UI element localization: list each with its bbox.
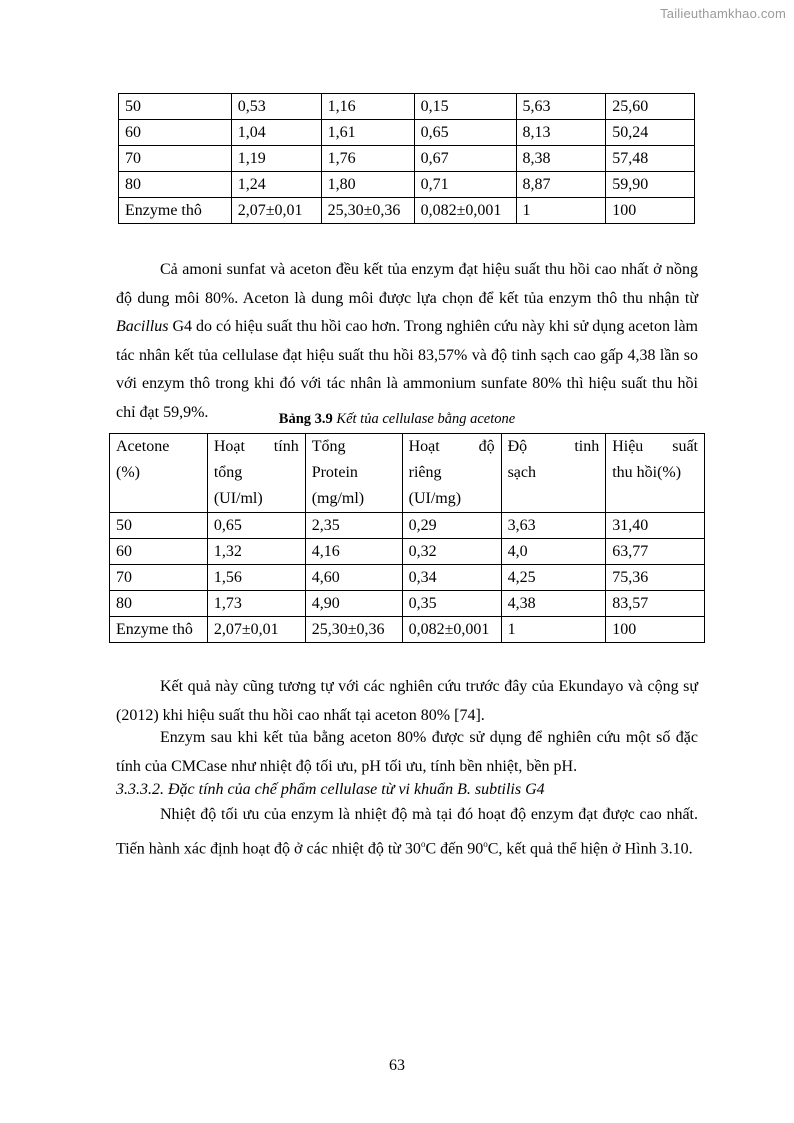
table-cell: 1,04 [231,120,321,146]
table-row [119,146,695,172]
table-cell: 1,61 [321,120,414,146]
table-cell: 1,73 [207,591,305,617]
header-recovery-yield: Hiệu suất thu hồi(%) [606,434,705,513]
header-specific-activity: Hoạt độ riêng (UI/mg) [402,434,501,513]
table-cell: 0,71 [414,172,516,198]
header-purity: Độ tinh sạch [501,434,606,513]
table-cell: 75,36 [606,565,705,591]
table-row [110,565,705,591]
table-cell: 60 [119,120,232,146]
table-cell: 2,07±0,01 [231,198,321,224]
table-cell: 80 [119,172,232,198]
table-cell: 70 [119,146,232,172]
paragraph-acetone-selection: Cả amoni sunfat và aceton đều kết tủa enzym đạt hiệu suất thu hồi cao nhất ở nồng độ dung môi 80%. Aceton là dung môi được lựa chọn để kết tủa enzym thô thu nhận từ Bacillus G4 do có hiệu suất thu hồi cao hơn. Trong nghiên cứu này khi sử dụng aceton làm tác nhân kết tủa cellulase đạt hiệu suất thu hồi 83,57% và độ tinh sạch cao gấp 4,38 lần so với enzym thô trong khi đó với tác nhân là ammonium sunfate 80% thì hiệu suất thu hồi chỉ đạt 59,9%. [116,261,698,421]
table-cell: 0,082±0,001 [414,198,516,224]
table-cell: 25,30±0,36 [321,198,414,224]
table-cell: 50 [110,513,208,539]
table-cell: 80 [110,591,208,617]
table-cell: 83,57 [606,591,705,617]
table-row [119,94,695,120]
table-cell: 1 [516,198,606,224]
table-cell: 0,67 [414,146,516,172]
section-subheading: 3.3.3.2. Đặc tính của chế phẩm cellulase từ vi khuẩn B. subtilis G4 [116,781,545,798]
table-cell: 0,35 [402,591,501,617]
paragraph-ekundayo-comparison: Kết quả này cũng tương tự với các nghiên cứu trước đây của Ekundayo và cộng sự (2012) khi hiệu suất thu hồi cao nhất tại aceton 80% [74]. [116,678,698,724]
paragraph-cmcase-properties: Enzym sau khi kết tủa bằng aceton 80% được sử dụng để nghiên cứu một số đặc tính của CMCase như nhiệt độ tối ưu, pH tối ưu, tính bền nhiệt, bền pH. [116,729,698,775]
header-acetone: Acetone (%) [110,434,208,513]
header-total-activity: Hoạt tính tổng (UI/ml) [207,434,305,513]
table-cell: 1,32 [207,539,305,565]
table-cell: 0,32 [402,539,501,565]
table-cell: 4,90 [305,591,402,617]
paragraph-optimal-temperature: Nhiệt độ tối ưu của enzym là nhiệt độ mà tại đó hoạt độ enzym đạt được cao nhất. Tiến hành xác định hoạt độ ở các nhiệt độ từ 30$^o$C đến 90$^o$C, kết quả thể hiện ở Hình 3.10. [116,806,698,857]
table-row [110,513,705,539]
table-cell: 8,13 [516,120,606,146]
table-cell: 0,15 [414,94,516,120]
table-cell: 50 [119,94,232,120]
table-previous-continued [118,93,695,224]
table-cell: 31,40 [606,513,705,539]
table-row [119,198,695,224]
table-cell: 59,90 [606,172,695,198]
table-cell: 0,34 [402,565,501,591]
table-cell: 25,60 [606,94,695,120]
table-cell: 100 [606,617,705,643]
table-header-row [110,434,705,513]
table-cell: 5,63 [516,94,606,120]
table-row [119,120,695,146]
table-cell: 2,07±0,01 [207,617,305,643]
header-total-protein: Tổng Protein (mg/ml) [305,434,402,513]
table-cell: 70 [110,565,208,591]
table-cell: 1,76 [321,146,414,172]
table-3-9 [109,433,705,643]
table-cell: 0,082±0,001 [402,617,501,643]
table-row [110,617,705,643]
page-number: 63 [389,1057,405,1074]
table-cell: 8,38 [516,146,606,172]
table-cell: 50,24 [606,120,695,146]
table-cell: 4,16 [305,539,402,565]
table-cell: 1,56 [207,565,305,591]
table-cell: 100 [606,198,695,224]
table-cell: 2,35 [305,513,402,539]
table-cell: 0,29 [402,513,501,539]
table-cell: Enzyme thô [110,617,208,643]
table-cell: 1 [501,617,606,643]
table-cell: 25,30±0,36 [305,617,402,643]
table-cell: 1,19 [231,146,321,172]
table-cell: 1,16 [321,94,414,120]
table-cell: 4,60 [305,565,402,591]
table-row [110,591,705,617]
table-cell: 57,48 [606,146,695,172]
table-cell: 0,65 [207,513,305,539]
table-row [119,172,695,198]
table-cell: 1,24 [231,172,321,198]
table-cell: 8,87 [516,172,606,198]
table-caption: Bảng 3.9 Kết tủa cellulase bằng acetone [278,411,516,427]
table-cell: 3,63 [501,513,606,539]
table-cell: 4,25 [501,565,606,591]
table-cell: 0,53 [231,94,321,120]
table-cell: 4,0 [501,539,606,565]
table-cell: 0,65 [414,120,516,146]
watermark: Tailieuthamkhao.com [660,6,786,21]
table-cell: 4,38 [501,591,606,617]
table-cell: 1,80 [321,172,414,198]
table-cell: Enzyme thô [119,198,232,224]
table-cell: 63,77 [606,539,705,565]
table-cell: 60 [110,539,208,565]
table-row [110,539,705,565]
